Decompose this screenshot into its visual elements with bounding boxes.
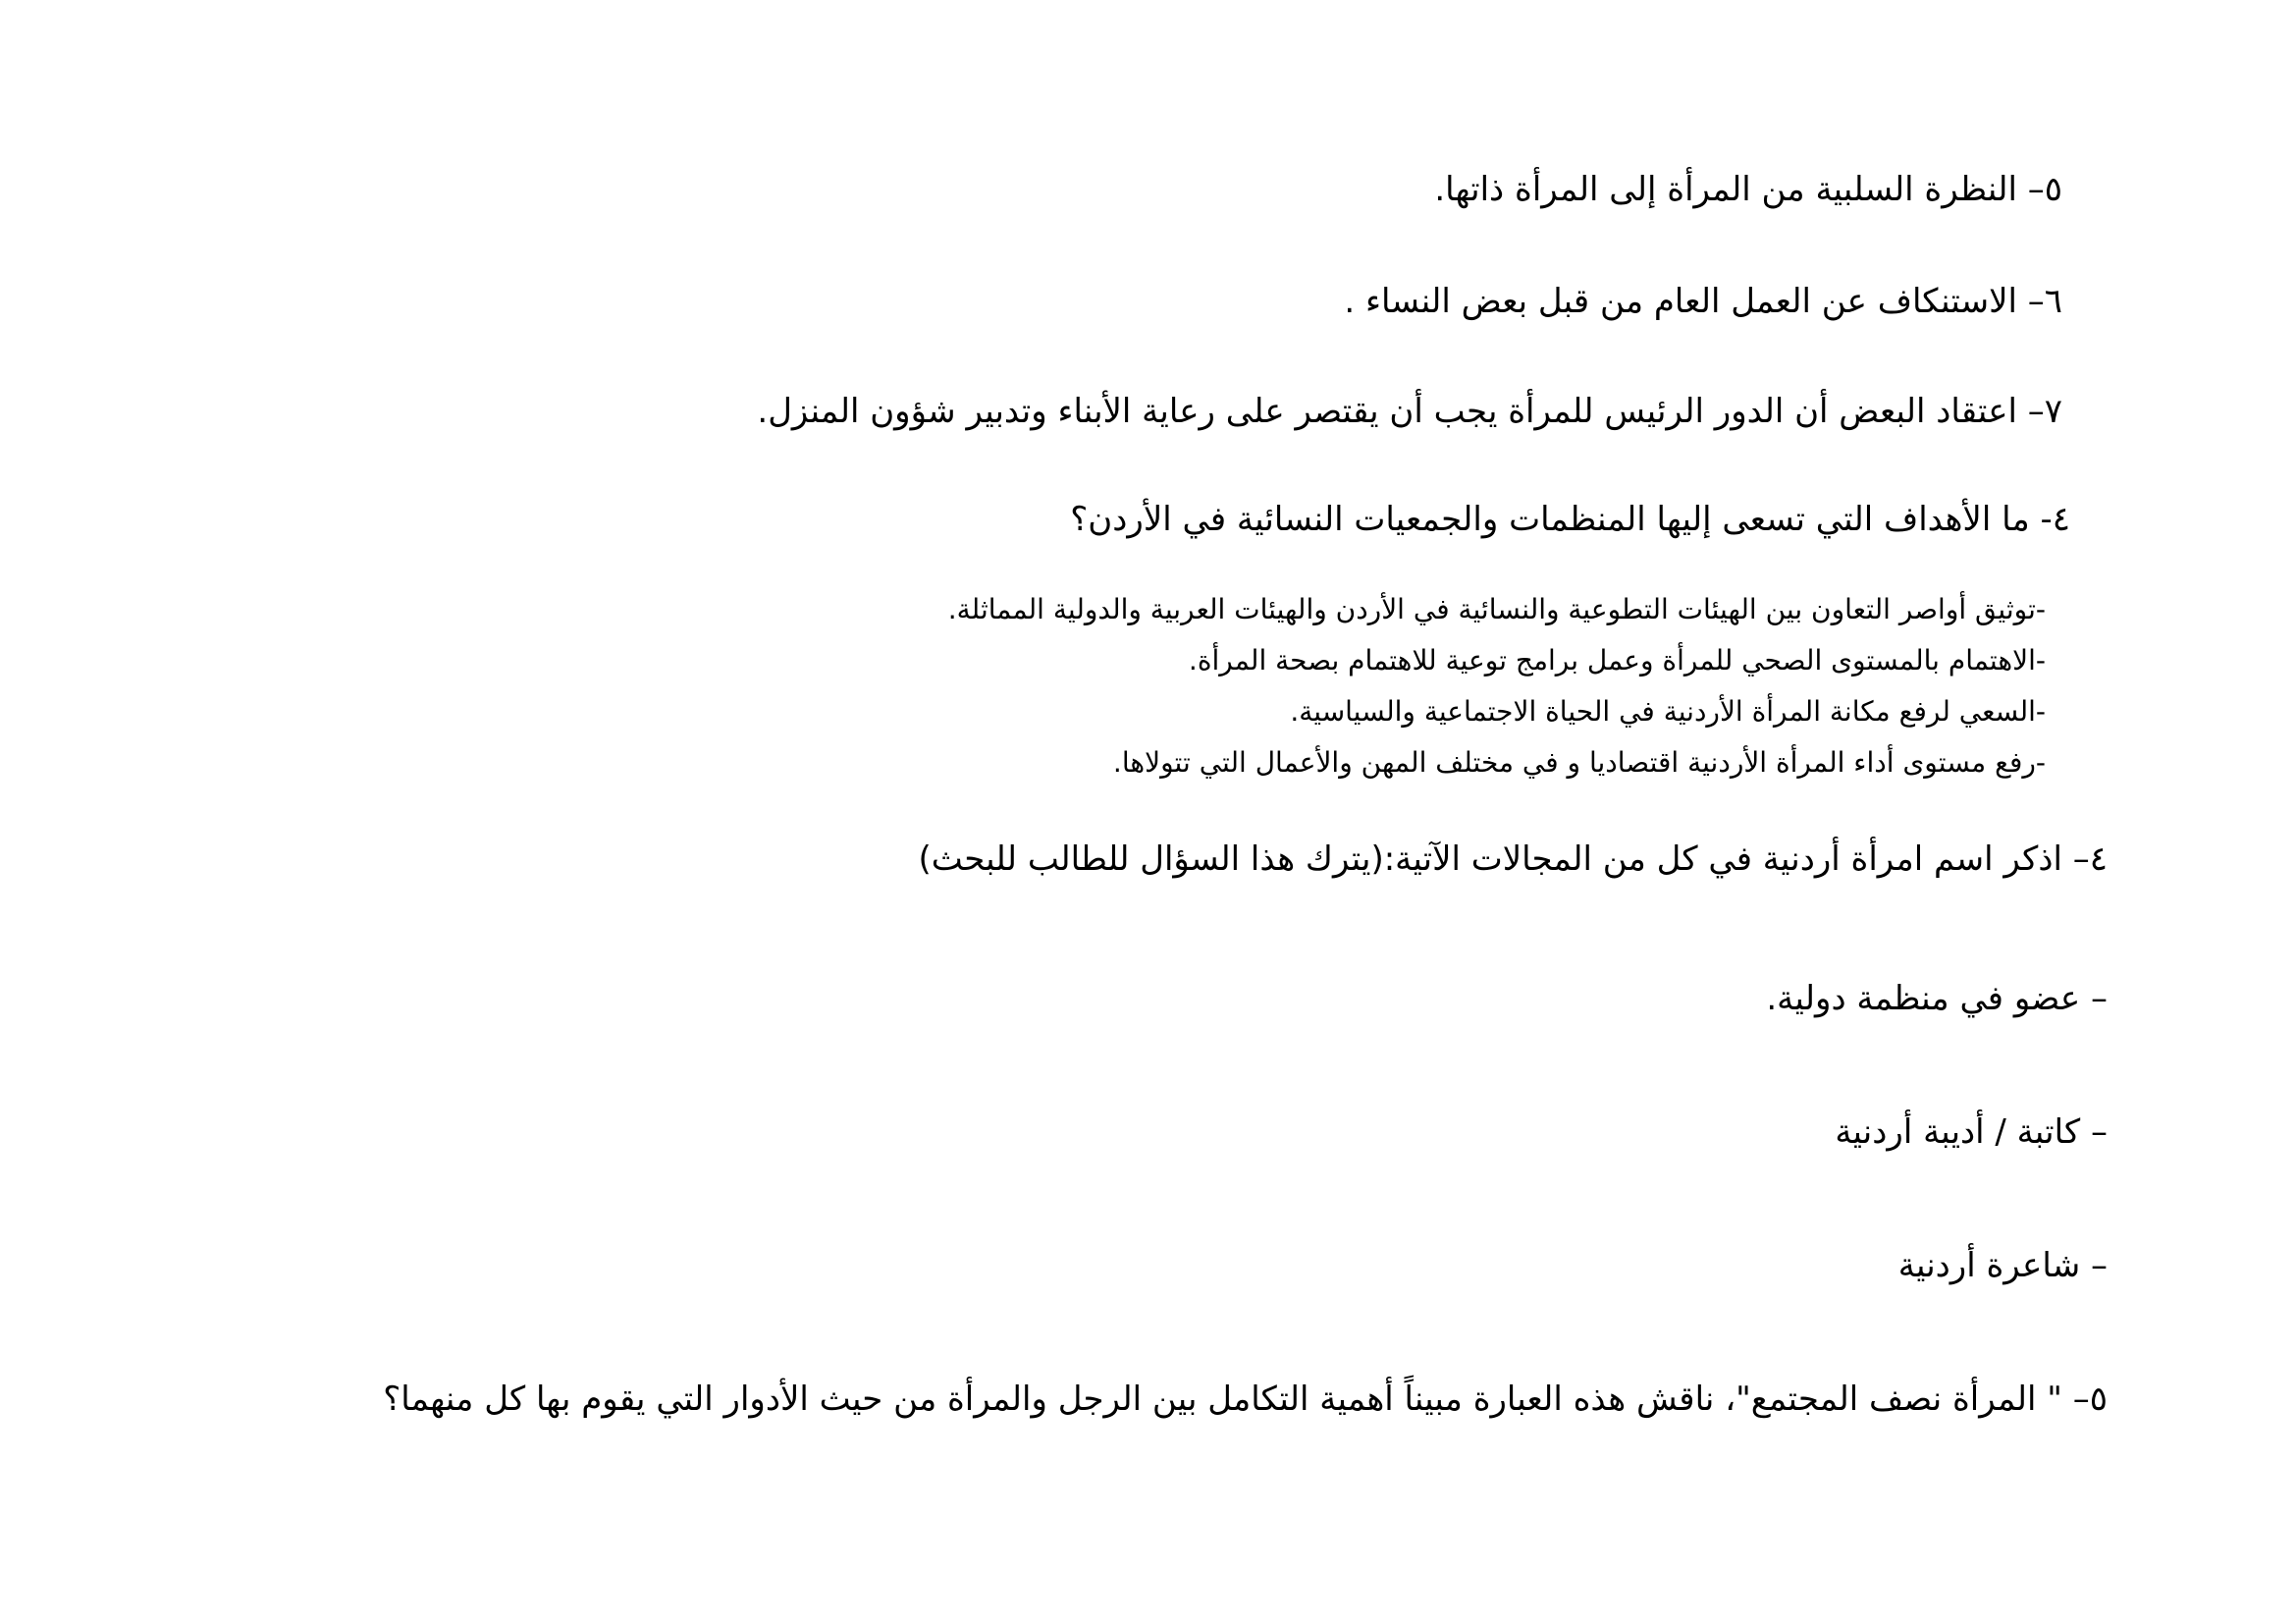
field-poet: – شاعرة أردنية — [1897, 1246, 2108, 1285]
obstacle-7-text: ٧– اعتقاد البعض أن الدور الرئيس للمرأة يجب أن يقتصر على رعاية الأبناء وتدبير شؤون المنزل. — [757, 392, 2062, 431]
question-5-heading: ٥– " المرأة نصف المجتمع"، ناقش هذه العبارة مبيناً أهمية التكامل بين الرجل والمرأة من حيث الأدوار التي يقوم بها كل منهما؟ — [383, 1380, 2108, 1419]
question-4-goals-heading: ٤- ما الأهداف التي تسعى إليها المنظمات والجمعيات النسائية في الأردن؟ — [1070, 500, 2070, 539]
field-international-member: – عضو في منظمة دولية. — [1766, 979, 2108, 1018]
field-writer: – كاتبة / أديبة أردنية — [1835, 1112, 2108, 1152]
goal-item-2: -الاهتمام بالمستوى الصحي للمرأة وعمل برامج توعية للاهتمام بصحة المرأة. — [1188, 644, 2046, 677]
obstacle-5-text: ٥– النظرة السلبية من المرأة إلى المرأة ذاتها. — [1434, 170, 2062, 209]
question-4-name-heading: ٤– اذكر اسم امرأة أردنية في كل من المجالات الآتية:(يترك هذا السؤال للطالب للبحث) — [918, 839, 2108, 879]
goal-item-1: -توثيق أواصر التعاون بين الهيئات التطوعية والنسائية في الأردن والهيئات العربية والدولية المماثلة. — [947, 593, 2046, 625]
goal-item-4: -رفع مستوى أداء المرأة الأردنية اقتصاديا و في مختلف المهن والأعمال التي تتولاها. — [1112, 746, 2046, 779]
obstacle-6-text: ٦– الاستنكاف عن العمل العام من قبل بعض النساء . — [1344, 282, 2062, 321]
goal-item-3: -السعي لرفع مكانة المرأة الأردنية في الحياة الاجتماعية والسياسية. — [1290, 695, 2046, 728]
